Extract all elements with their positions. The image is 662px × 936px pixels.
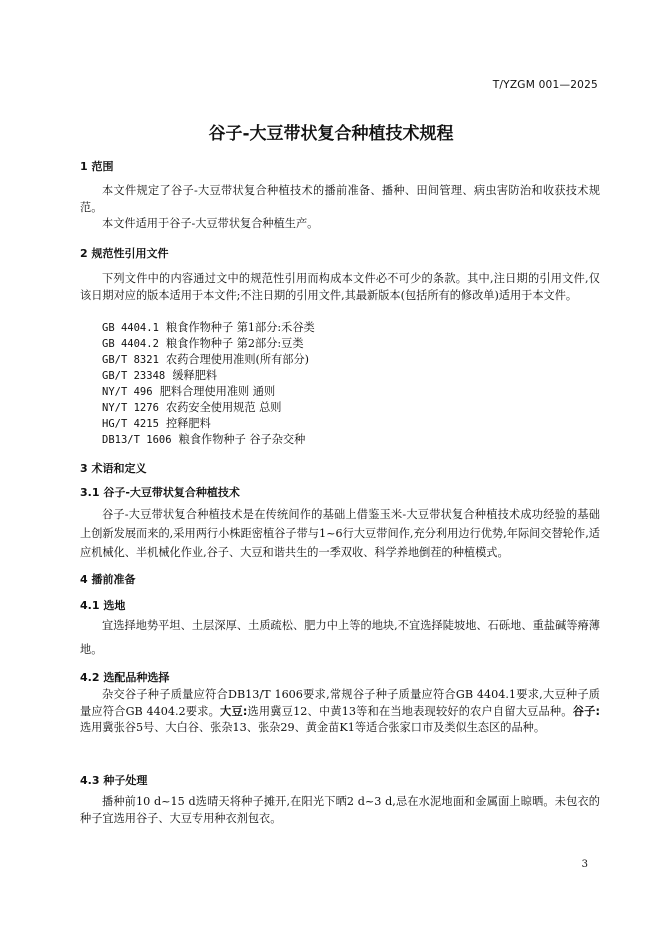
- subsection-heading-4-2: 4.2 选配品种选择: [80, 671, 170, 684]
- term-definition-paragraph: 谷子-大豆带状复合种植技术是在传统间作的基础上借鉴玉米-大豆带状复合种植技术成功经验的基础上创新发展而来的,采用两行小株距密植谷子带与1~6行大豆带间作,充分利用边行优势,年际间交替轮作,适应机械化、半机械化作业,谷子、大豆和谐共生的一季双收、科学养地倒茬的种植模式。: [80, 508, 600, 559]
- section-heading-terms: 3 术语和定义: [80, 462, 147, 475]
- reference-item: [102, 320, 315, 337]
- page-number: 3: [581, 859, 588, 870]
- section-heading-preparation: 4 播前准备: [80, 573, 136, 586]
- variety-requirements-text: 杂交谷子种子质量应符合DB13/T 1606要求,常规谷子种子质量应符合GB 4404.1要求,大豆种子质量应符合GB 4404.2要求。: [80, 688, 600, 718]
- subsection-heading-4-3: 4.3 种子处理: [80, 774, 148, 787]
- reference-code: DB13/T 1606: [102, 434, 172, 446]
- millet-varieties-text: 选用冀张谷5号、大白谷、张杂13、张杂29、黄金苗K1等适合张家口市及类似生态区的品种。: [80, 721, 546, 734]
- reference-title: 控释肥料: [166, 417, 211, 430]
- reference-code: GB 4404.2: [102, 338, 159, 350]
- subsection-heading-4-1: 4.1 选地: [80, 599, 126, 612]
- reference-code: GB/T 23348: [102, 370, 166, 382]
- reference-item: [102, 416, 211, 433]
- reference-title: 农药合理使用准则(所有部分): [166, 353, 310, 366]
- seed-treatment-paragraph: 播种前10 d~15 d选晴天将种子摊开,在阳光下晒2 d~3 d,忌在水泥地面和金属面上晾晒。未包衣的种子宜选用谷子、大豆专用种衣剂包衣。: [80, 795, 600, 825]
- reference-item: [102, 336, 304, 353]
- reference-title: 粮食作物种子 第1部分:禾谷类: [166, 321, 315, 334]
- reference-item: [102, 352, 309, 369]
- site-selection-paragraph: 宜选择地势平坦、土层深厚、土质疏松、肥力中上等的地块,不宜选择陡坡地、石砾地、重盐碱等瘠薄地。: [80, 619, 600, 656]
- reference-item: [102, 368, 217, 385]
- reference-title: 农药安全使用规范 总则: [166, 401, 282, 414]
- references-intro-paragraph: 下列文件中的内容通过文中的规范性引用而构成本文件必不可少的条款。其中,注日期的引用文件,仅该日期对应的版本适用于本文件;不注日期的引用文件,其最新版本(包括所有的修改单)适用于本文件。: [80, 272, 600, 302]
- variety-selection-paragraph: [80, 687, 600, 737]
- document-title: 谷子-大豆带状复合种植技术规程: [208, 124, 454, 144]
- subsection-heading-3-1: 3.1 谷子-大豆带状复合种植技术: [80, 486, 240, 499]
- reference-code: GB 4404.1: [102, 322, 159, 334]
- scope-paragraph-1: 本文件规定了谷子-大豆带状复合种植技术的播前准备、播种、田间管理、病虫害防治和收获技术规范。: [80, 184, 600, 214]
- soybean-label: 大豆:: [220, 704, 248, 718]
- reference-code: NY/T 496: [102, 386, 153, 398]
- section-heading-normative-references: 2 规范性引用文件: [80, 247, 169, 260]
- reference-item: [102, 400, 281, 417]
- millet-label: 谷子:: [572, 704, 600, 718]
- section-heading-scope: 1 范围: [80, 160, 114, 173]
- standard-code: T/YZGM 001—2025: [492, 79, 598, 91]
- reference-item: [102, 432, 305, 449]
- reference-code: NY/T 1276: [102, 402, 159, 414]
- reference-title: 粮食作物种子 谷子杂交种: [178, 433, 306, 446]
- reference-title: 粮食作物种子 第2部分:豆类: [166, 337, 304, 350]
- soybean-varieties-text: 选用冀豆12、中黄13等和在当地表现较好的农户自留大豆品种。: [247, 704, 573, 718]
- reference-code: HG/T 4215: [102, 418, 159, 430]
- reference-code: GB/T 8321: [102, 354, 159, 366]
- reference-item: [102, 384, 275, 401]
- scope-paragraph-2: 本文件适用于谷子-大豆带状复合种植生产。: [102, 217, 319, 230]
- reference-title: 肥料合理使用准则 通则: [159, 385, 276, 398]
- reference-title: 缓释肥料: [172, 369, 218, 382]
